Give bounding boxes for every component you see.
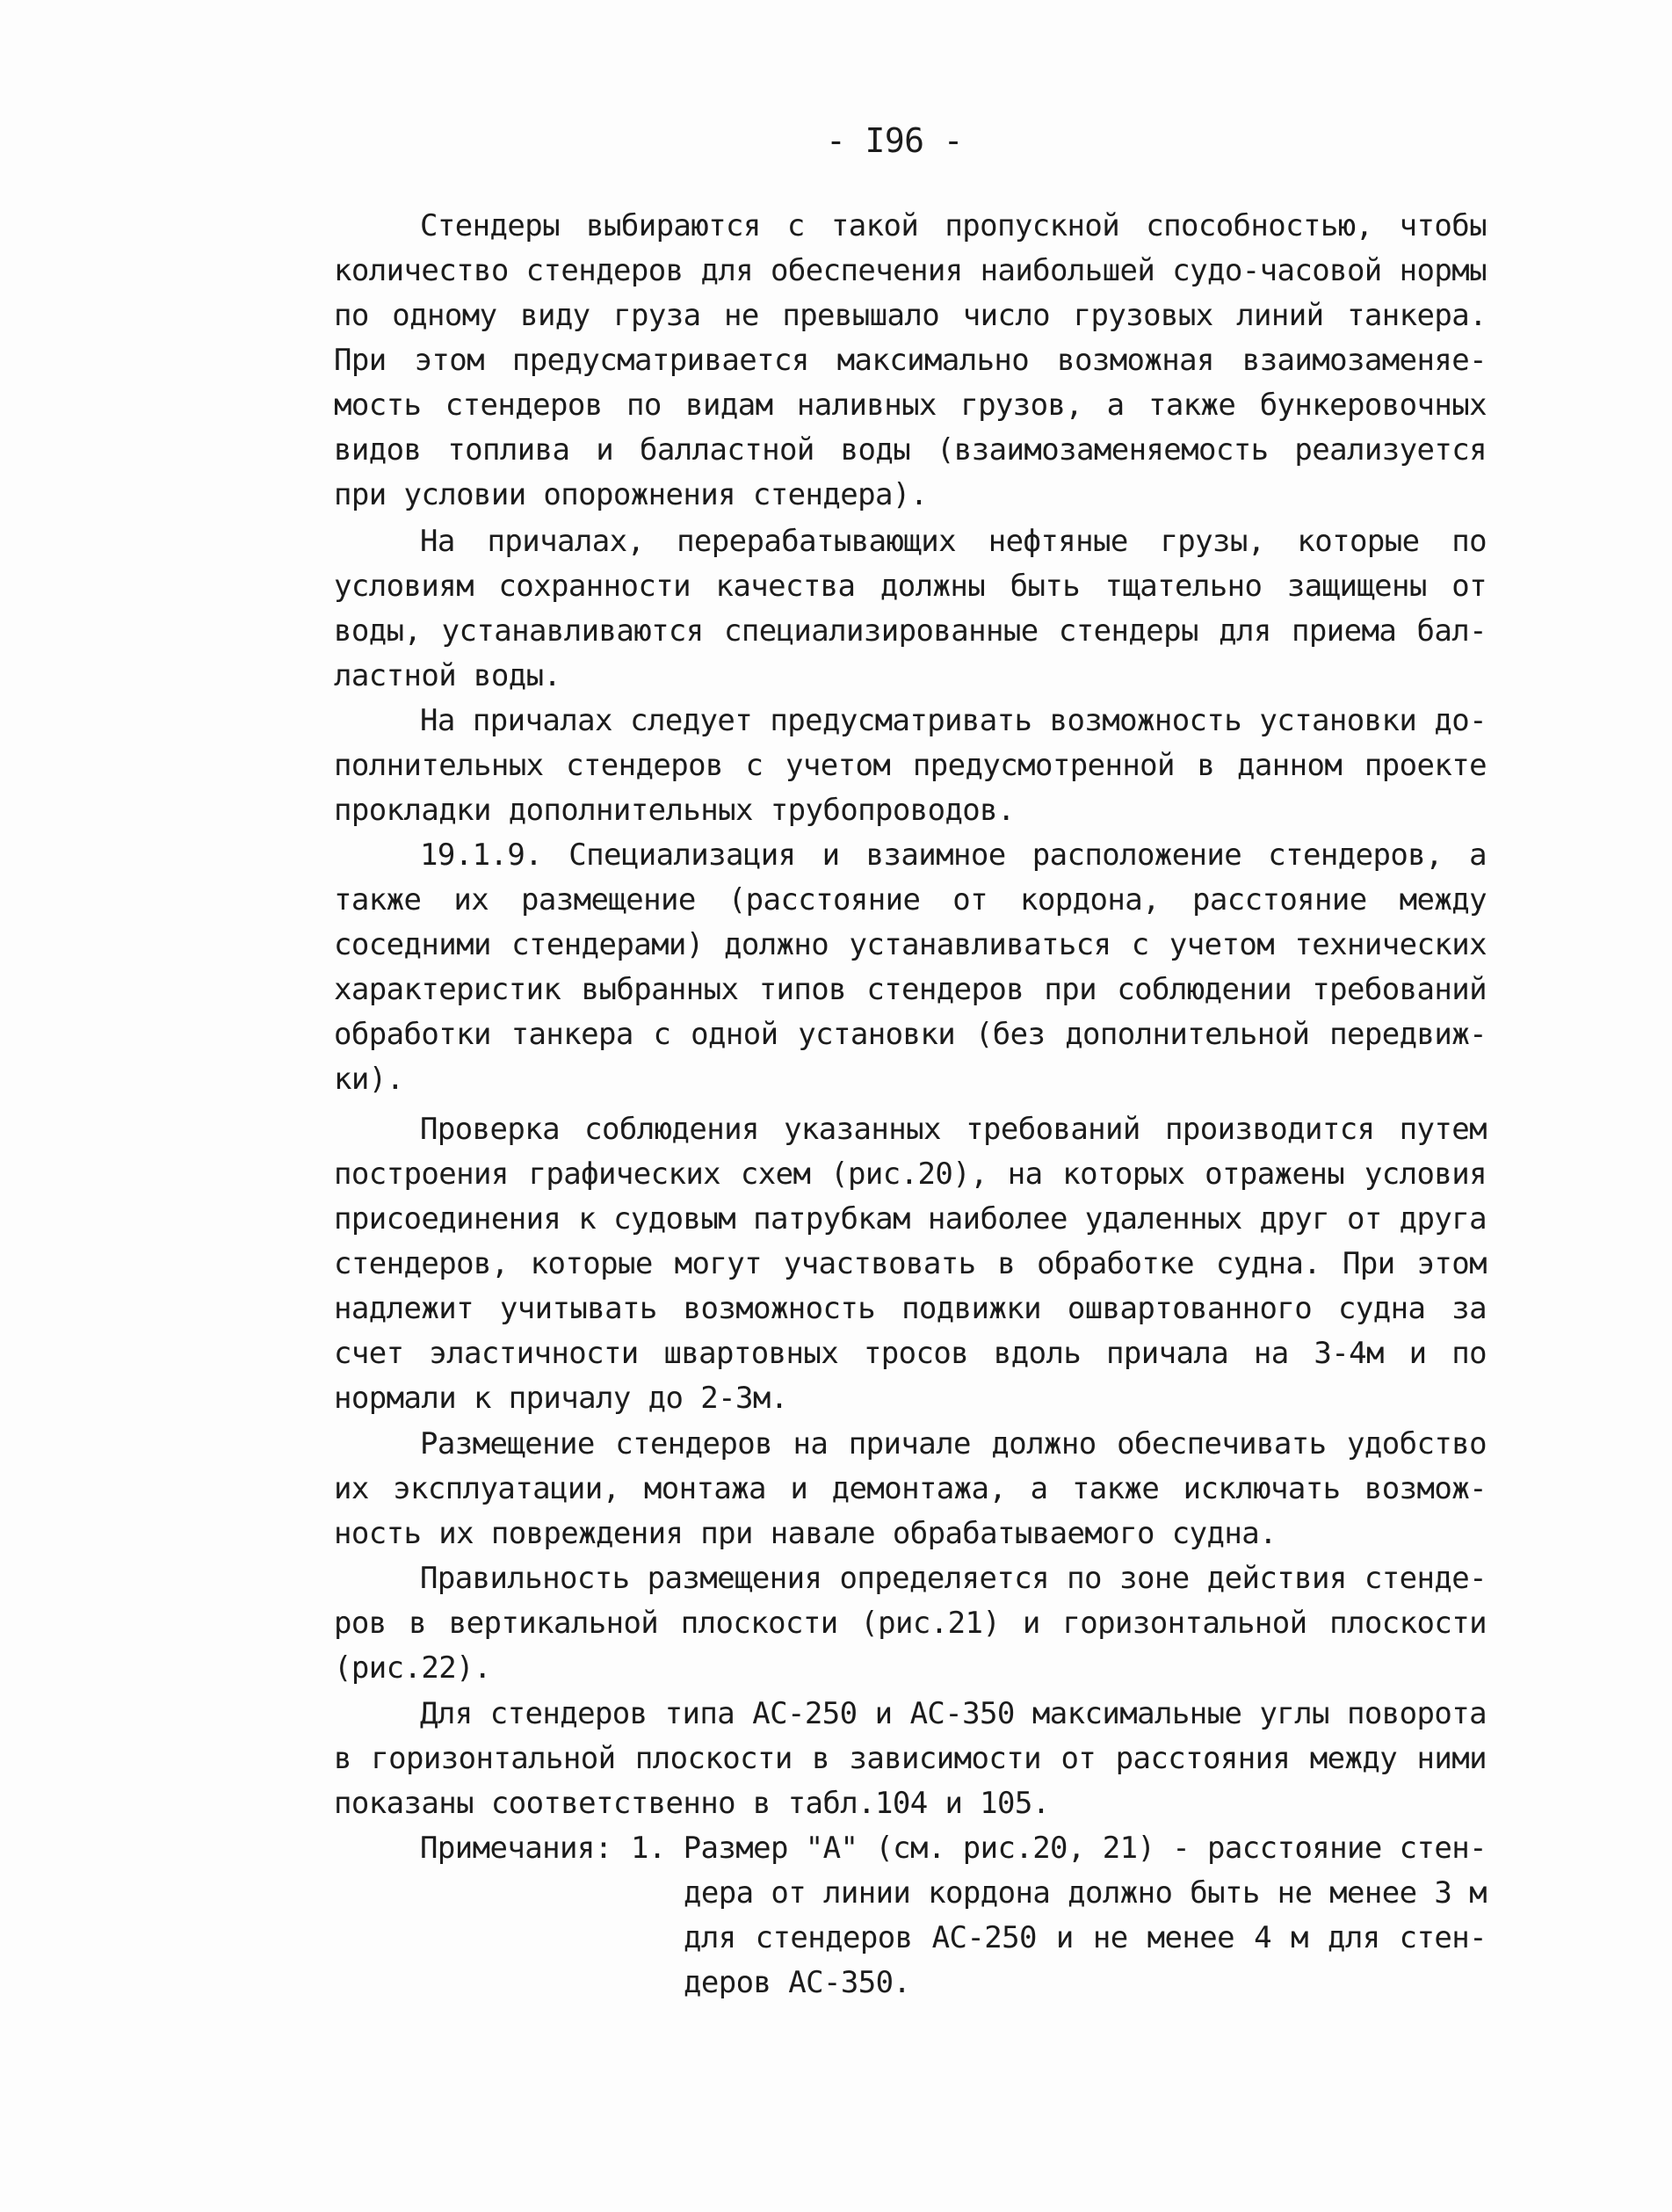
text-line: надлежит учитывать возможность подвижки ошвартованного судна за — [334, 1291, 1487, 1326]
notes-label: Примечания: — [420, 1831, 612, 1866]
text-line: ластной воды. — [334, 658, 561, 693]
text-line: (рис.22). — [334, 1650, 491, 1686]
text-line: мость стендеров по видам наливных грузов, а также бункеровочных — [334, 388, 1487, 423]
text-line: характеристик выбранных типов стендеров при соблюдении требований — [334, 972, 1487, 1007]
text-line: Для стендеров типа АС-250 и АС-350 максимальные углы поворота — [420, 1696, 1487, 1731]
text-line: 19.1.9. Специализация и взаимное расположение стендеров, а — [420, 838, 1487, 873]
text-line: соседними стендерами) должно устанавливаться с учетом технических — [334, 927, 1487, 962]
text-line: присоединения к судовым патрубкам наиболее удаленных друг от друга — [334, 1201, 1487, 1237]
text-line: Стендеры выбираются с такой пропускной способностью, чтобы — [420, 208, 1487, 243]
text-line: по одному виду груза не превышало число грузовых линий танкера. — [334, 298, 1487, 333]
text-line: воды, устанавливаются специализированные стендеры для приема бал- — [334, 613, 1487, 649]
text-line: прокладки дополнительных трубопроводов. — [334, 793, 1015, 828]
note-line: для стендеров АС-250 и не менее 4 м для стен- — [684, 1920, 1487, 1955]
text-line: На причалах, перерабатывающих нефтяные грузы, которые по — [420, 524, 1487, 559]
text-line: количество стендеров для обеспечения наибольшей судо-часовой нормы — [334, 253, 1487, 288]
text-line: полнительных стендеров с учетом предусмотренной в данном проекте — [334, 748, 1487, 783]
text-line: Правильность размещения определяется по зоне действия стенде- — [420, 1561, 1487, 1596]
text-line: условиям сохранности качества должны быть тщательно защищены от — [334, 569, 1487, 604]
text-line: ки). — [334, 1062, 404, 1097]
note-line: 1. Размер "А" (см. рис.20, 21) - расстояние стен- — [631, 1831, 1487, 1866]
text-line: На причалах следует предусматривать возможность установки до- — [420, 703, 1487, 738]
text-line: нормали к причалу до 2-3м. — [334, 1381, 788, 1416]
text-line: показаны соответственно в табл.104 и 105. — [334, 1786, 1050, 1821]
text-line: видов топлива и балластной воды (взаимозаменяемость реализуется — [334, 432, 1487, 468]
text-line: построения графических схем (рис.20), на которых отражены условия — [334, 1157, 1487, 1192]
text-line: Размещение стендеров на причале должно обеспечивать удобство — [420, 1426, 1487, 1461]
text-line: стендеров, которые могут участвовать в обработке судна. При этом — [334, 1246, 1487, 1281]
text-line: Проверка соблюдения указанных требований производится путем — [420, 1112, 1487, 1147]
text-line: их эксплуатации, монтажа и демонтажа, а также исключать возмож- — [334, 1471, 1487, 1506]
note-line: дера от линии кордона должно быть не менее 3 м — [684, 1875, 1487, 1911]
text-line: обработки танкера с одной установки (без дополнительной передвиж- — [334, 1017, 1487, 1052]
text-line: При этом предусматривается максимально возможная взаимозаменяе- — [334, 343, 1487, 378]
text-line: счет эластичности швартовных тросов вдоль причала на 3-4м и по — [334, 1336, 1487, 1371]
page-number: - I96 - — [826, 121, 963, 160]
text-line: ность их повреждения при навале обрабатываемого судна. — [334, 1516, 1277, 1551]
text-line: ров в вертикальной плоскости (рис.21) и горизонтальной плоскости — [334, 1606, 1487, 1641]
text-line: также их размещение (расстояние от кордона, расстояние между — [334, 882, 1487, 917]
note-line: деров АС-350. — [684, 1965, 911, 2000]
text-line: в горизонтальной плоскости в зависимости от расстояния между ними — [334, 1741, 1487, 1776]
text-line: при условии опорожнения стендера). — [334, 477, 928, 512]
